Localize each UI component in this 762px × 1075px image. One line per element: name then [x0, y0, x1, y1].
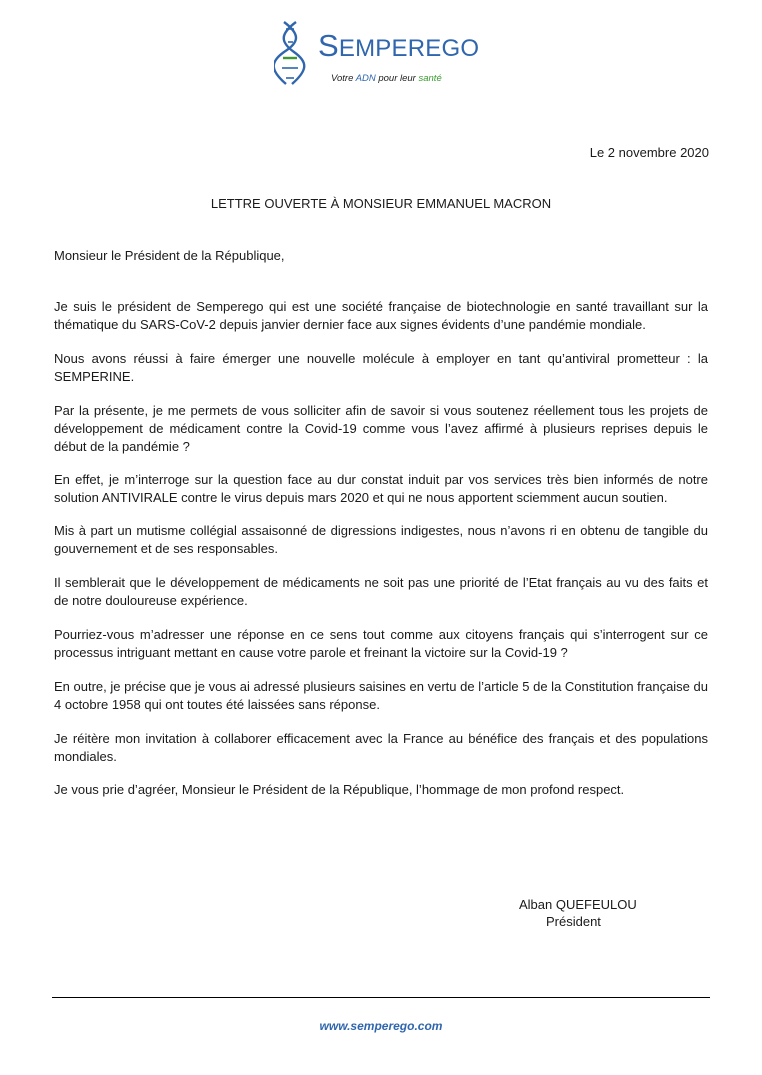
footer-website-link[interactable]: www.semperego.com	[319, 1019, 443, 1033]
paragraph: Il semblerait que le développement de médicaments ne soit pas une priorité de l’Etat français au vu des faits et de notre douloureuse expérience.	[54, 575, 708, 608]
paragraph: Je vous prie d’agréer, Monsieur le Président de la République, l’hommage de mon profond respect.	[54, 782, 625, 797]
footer-divider	[52, 997, 710, 998]
paragraph: Nous avons réussi à faire émerger une nouvelle molécule à employer en tant qu’antiviral prometteur : la SEMPERINE.	[54, 351, 708, 384]
paragraph: Pourriez-vous m’adresser une réponse en ce sens tout comme aux citoyens français qui s’interrogent sur ce processus intriguant mettant en cause votre parole et freinant la victoire sur la Covid-19 ?	[54, 627, 708, 660]
signature-role: Président	[546, 914, 601, 929]
paragraph: En effet, je m’interroge sur la question face au dur constat induit par vos services très bien informés de notre solution ANTIVIRALE contre le virus depuis mars 2020 et qui ne nous apportent sciemment aucun soutien.	[54, 472, 708, 505]
paragraph: En outre, je précise que je vous ai adressé plusieurs saisines en vertu de l’article 5 de la Constitution française du 4 octobre 1958 qui ont toutes été laissées sans réponse.	[54, 679, 708, 712]
paragraph: Par la présente, je me permets de vous solliciter afin de savoir si vous soutenez réellement tous les projets de développement de médicament contre la Covid-19 comme vous l’avez affirmé à plusieurs reprises depuis le début de la pandémie ?	[54, 403, 708, 454]
brand-name: SEMPEREGO	[318, 28, 480, 63]
paragraph: Je suis le président de Semperego qui est une société française de biotechnologie en santé travaillant sur la thématique du SARS-CoV-2 depuis janvier dernier face aux signes évidents d’une pandémie mondiale.	[54, 299, 708, 332]
brand-tagline: Votre ADN pour leur santé	[331, 73, 442, 84]
paragraph: Je réitère mon invitation à collaborer efficacement avec la France au bénéfice des français et des populations mondiales.	[54, 731, 708, 764]
letter-date: Le 2 novembre 2020	[589, 145, 709, 160]
signature-name: Alban QUEFEULOU	[519, 897, 637, 912]
paragraph: Mis à part un mutisme collégial assaisonné de digressions indigestes, nous n’avons ri en obtenu de tangible du gouvernement et de ses responsables.	[54, 523, 708, 556]
semperego-logo	[274, 20, 480, 90]
letter-title: LETTRE OUVERTE À MONSIEUR EMMANUEL MACRON	[210, 196, 552, 211]
dna-helix-icon	[274, 20, 308, 86]
salutation: Monsieur le Président de la République,	[54, 248, 285, 263]
